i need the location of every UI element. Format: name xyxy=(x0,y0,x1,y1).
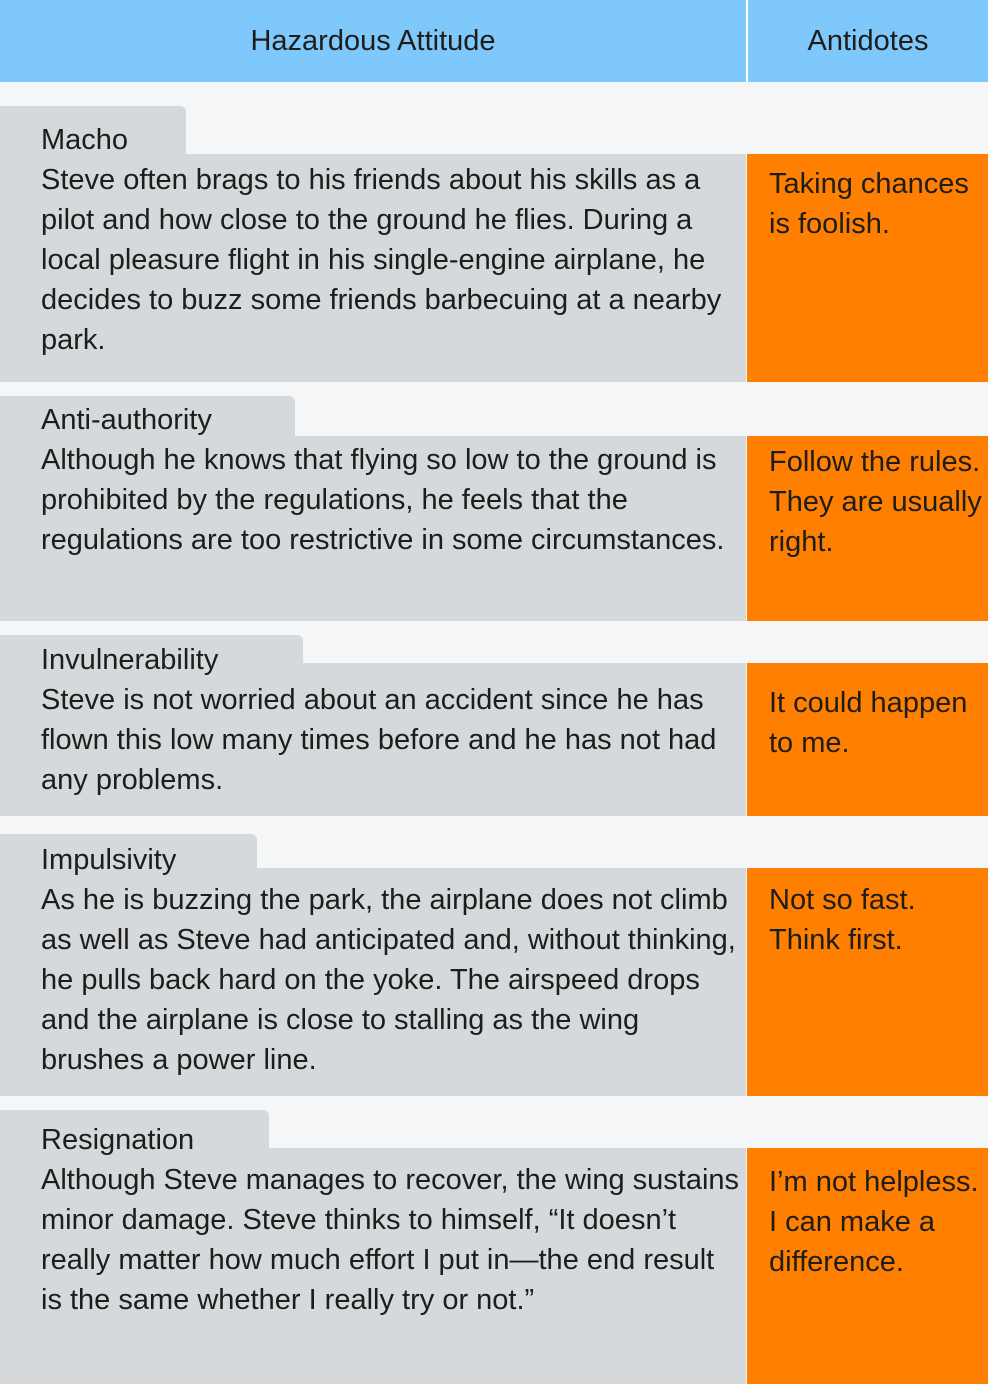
table-header xyxy=(0,0,988,82)
antidote-cell xyxy=(747,1148,988,1384)
antidote-cell xyxy=(747,154,988,382)
antidote-text: It could happen to me. xyxy=(769,687,968,759)
attitude-description: As he is buzzing the park, the airplane does not climb as well as Steve had anticipated and, without thinking, he pulls back hard on the yoke. The airspeed drops and the airplane is close to stalling as the wing brushes a power line. xyxy=(41,884,736,1076)
antidote-cell xyxy=(747,436,988,621)
attitude-title: Resignation xyxy=(41,1124,195,1156)
antidote-cell xyxy=(747,868,988,1096)
antidotes-column-header: Antidotes xyxy=(807,24,929,57)
attitude-title: Invulnerability xyxy=(41,644,219,676)
attitude-title: Macho xyxy=(41,124,129,156)
antidote-text: Follow the rules. They are usually right. xyxy=(769,446,982,558)
attitude-title: Anti-authority xyxy=(41,404,212,436)
antidote-text: Taking chances is foolish. xyxy=(769,168,969,240)
attitude-title: Impulsivity xyxy=(41,844,177,876)
hazardous-attitude-column-header: Hazardous Attitude xyxy=(250,24,496,57)
attitude-row-macho xyxy=(0,106,988,382)
antidote-text: I’m not helpless. I can make a difference. xyxy=(769,1166,979,1278)
attitude-row-resignation xyxy=(0,1110,988,1384)
attitude-row-invulnerability xyxy=(0,635,988,816)
antidote-text: Not so fast. Think first. xyxy=(769,884,916,956)
attitude-row-anti-authority xyxy=(0,396,988,621)
attitude-description: Steve often brags to his friends about his skills as a pilot and how close to the ground he flies. During a local pleasure flight in his single-engine airplane, he decides to buzz some friends barbecuing at a nearby park. xyxy=(41,164,722,356)
antidote-cell xyxy=(747,663,988,816)
attitude-description: Steve is not worried about an accident since he has flown this low many times before and he has not had any problems. xyxy=(41,684,717,796)
attitude-description: Although he knows that flying so low to the ground is prohibited by the regulations, he feels that the regulations are too restrictive in some circumstances. xyxy=(41,444,725,556)
attitude-description: Although Steve manages to recover, the wing sustains minor damage. Steve thinks to himself, “It doesn’t really matter how much effort I put in—the end result is the same whether I really try or not.” xyxy=(41,1164,740,1316)
attitude-row-impulsivity xyxy=(0,834,988,1096)
